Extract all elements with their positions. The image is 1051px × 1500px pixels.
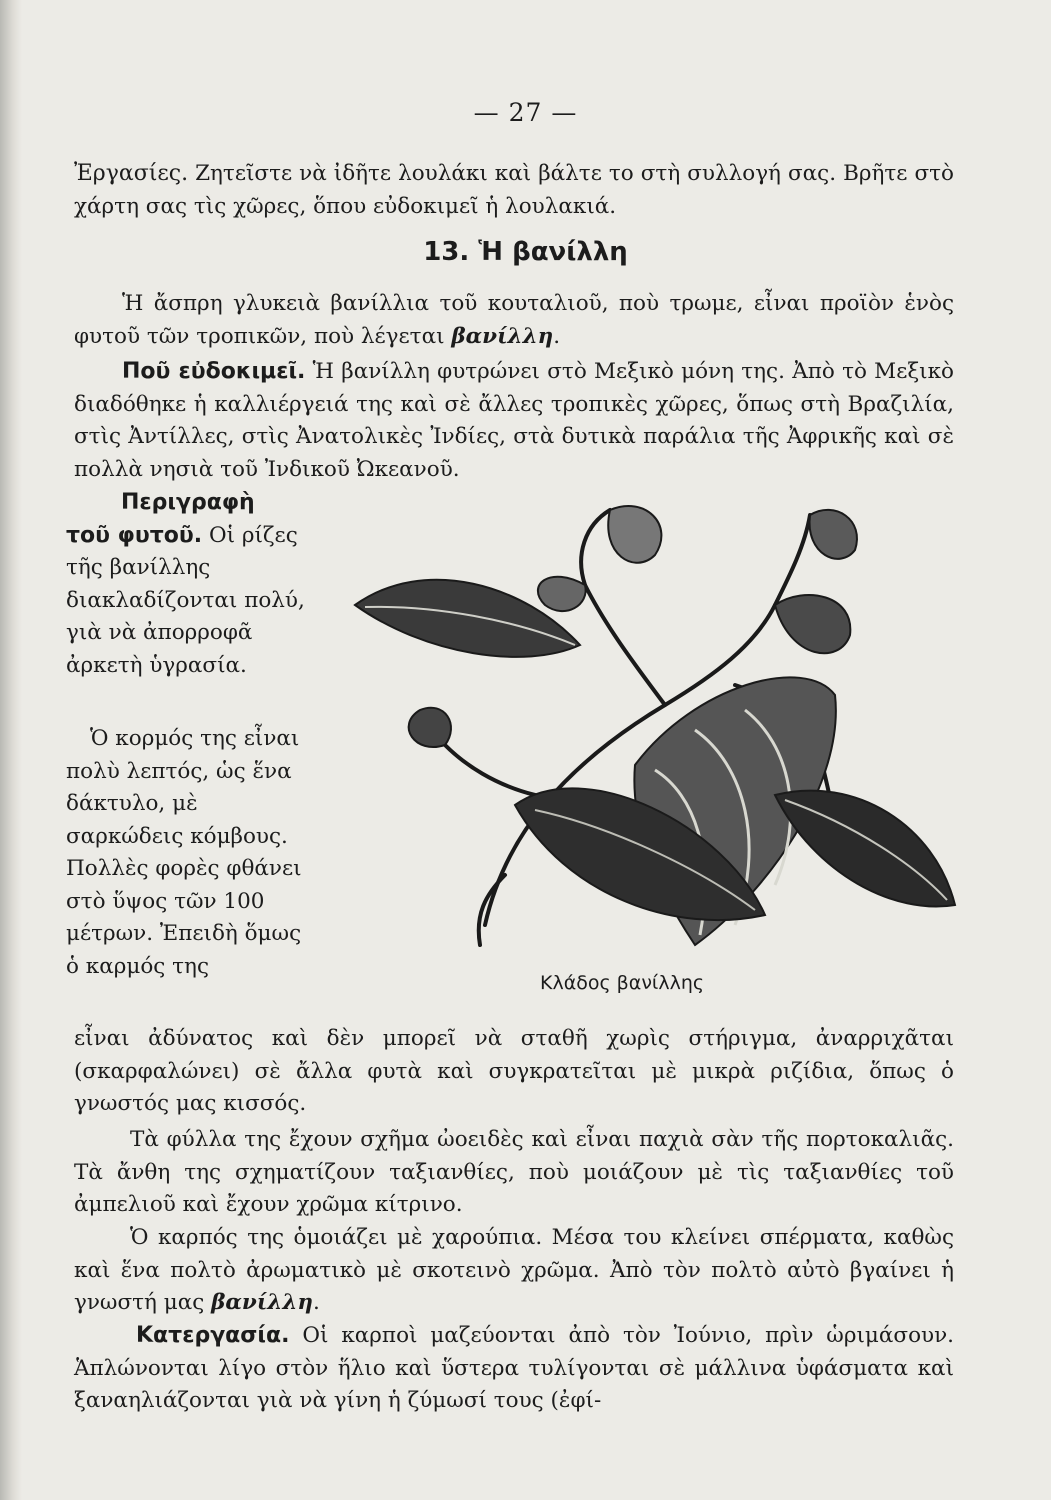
fruit-text: Ὁ καρπός της ὁμοιάζει μὲ χαρούπια. Μέσα του κλείνει σπέρματα, καθὼς καὶ ἕνα πολτὸ ἀρωματικὸ μὲ σκοτεινὸ χρῶμα. Ἀπὸ τὸν πολτὸ αὐτὸ βγαίνει ἡ γνωστή μας	[74, 1225, 954, 1315]
stem-text-2: εἶναι ἀδύνατος καὶ δὲν μπορεῖ νὰ σταθῆ χωρὶς στήριγμα, ἀναρριχᾶται (σκαρφαλώνει) σὲ ἄλλα φυτὰ καὶ συγκρατεῖται μὲ μικρὰ ριζίδια, ὅπως ὁ γνωστός μας κισσός.	[74, 1026, 954, 1116]
stem-paragraph-part2	[74, 1023, 954, 1121]
intro-text: Ἡ ἄσπρη γλυκειὰ βανίλλια τοῦ κουταλιοῦ, ποὺ τρωμε, εἶναι προϊὸν ἑνὸς φυτοῦ τῶν τροπικῶν, ποὺ λέγεται	[74, 291, 954, 349]
page-number: — 27 —	[473, 98, 578, 127]
figure-caption: Κλάδος βανίλλης	[540, 972, 705, 994]
where-label: Ποῦ εὐδοκιμεῖ.	[122, 359, 306, 384]
roots-paragraph	[66, 487, 306, 682]
fruit-term: βανίλλη	[211, 1290, 314, 1315]
fruit-end: .	[313, 1290, 320, 1315]
exercises-label: Ἐργασίες.	[74, 161, 189, 186]
roots-text: Οἱ ρίζες τῆς βανίλλης διακλαδίζονται πολύ, γιὰ νὰ ἀπορροφᾶ ἀρκετὴ ὑγρασία.	[66, 522, 305, 678]
where-text: Ἡ βανίλλη φυτρώνει στὸ Μεξικὸ μόνη της. Ἀπὸ τὸ Μεξικὸ διαδόθηκε ἡ καλλιέργειά της καὶ σὲ ἄλλες τροπικὲς χῶρες, ὅπως στὴ Βραζιλία, στὶς Ἀντίλλες, στὶς Ἀνατολικὲς Ἰνδίες, στὰ δυτικὰ παράλια τῆς Ἀφρικῆς καὶ σὲ πολλὰ νησιὰ τοῦ Ἰνδικοῦ Ὠκεανοῦ.	[74, 359, 954, 482]
stem-text-1: Ὁ κορμός της εἶναι πολὺ λεπτός, ὡς ἕνα δάκτυλο, μὲ σαρκώδεις κόμβους. Πολλὲς φορὲς φθάνει στὸ ὕψος τῶν 100 μέτρων. Ἐπειδὴ ὅμως ὁ καρμός της	[66, 726, 302, 979]
leaves-text: Τὰ φύλλα της ἔχουν σχῆμα ὠοειδὲς καὶ εἶναι παχιὰ σὰν τῆς πορτοκαλιᾶς. Τὰ ἄνθη της σχηματίζουν ταξιανθίες, ποὺ μοιάζουν μὲ τὶς ταξιανθίες τοῦ ἀμπελιοῦ καὶ ἔχουν χρῶμα κίτρινο.	[74, 1127, 954, 1217]
exercises-text: Ζητεῖστε νὰ ἰδῆτε λουλάκι καὶ βάλτε το στὴ συλλογή σας. Βρῆτε στὸ χάρτη σας τὶς χῶρες, ὅπου εὐδοκιμεῖ ἡ λουλακιά.	[74, 161, 954, 219]
intro-paragraph	[74, 288, 954, 353]
intro-term: βανίλλη	[451, 323, 554, 349]
processing-paragraph	[74, 1320, 954, 1418]
page-edge-shadow	[0, 0, 22, 1500]
fruit-paragraph	[74, 1222, 954, 1320]
where-paragraph	[74, 356, 954, 486]
exercises-paragraph	[74, 158, 954, 228]
vanilla-branch-illustration	[335, 495, 965, 975]
processing-label: Κατεργασία.	[136, 1323, 290, 1348]
processing-text: Οἱ καρποὶ μαζεύονται ἀπὸ τὸν Ἰούνιο, πρὶν ὡριμάσουν. Ἁπλώνονται λίγο στὸν ἥλιο καὶ ὕστερα τυλίγονται σὲ μάλλινα ὑφάσματα καὶ ξαναηλιάζονται γιὰ νὰ γίνη ἡ ζύμωσί τους (ἐφί-	[74, 1323, 954, 1413]
intro-end: .	[553, 323, 561, 349]
description-label: Περιγραφὴ τοῦ φυτοῦ.	[66, 490, 255, 548]
leaves-paragraph	[74, 1124, 954, 1222]
section-heading: 13. Ἡ βανίλλη	[423, 237, 628, 267]
stem-paragraph-part1	[66, 723, 306, 983]
